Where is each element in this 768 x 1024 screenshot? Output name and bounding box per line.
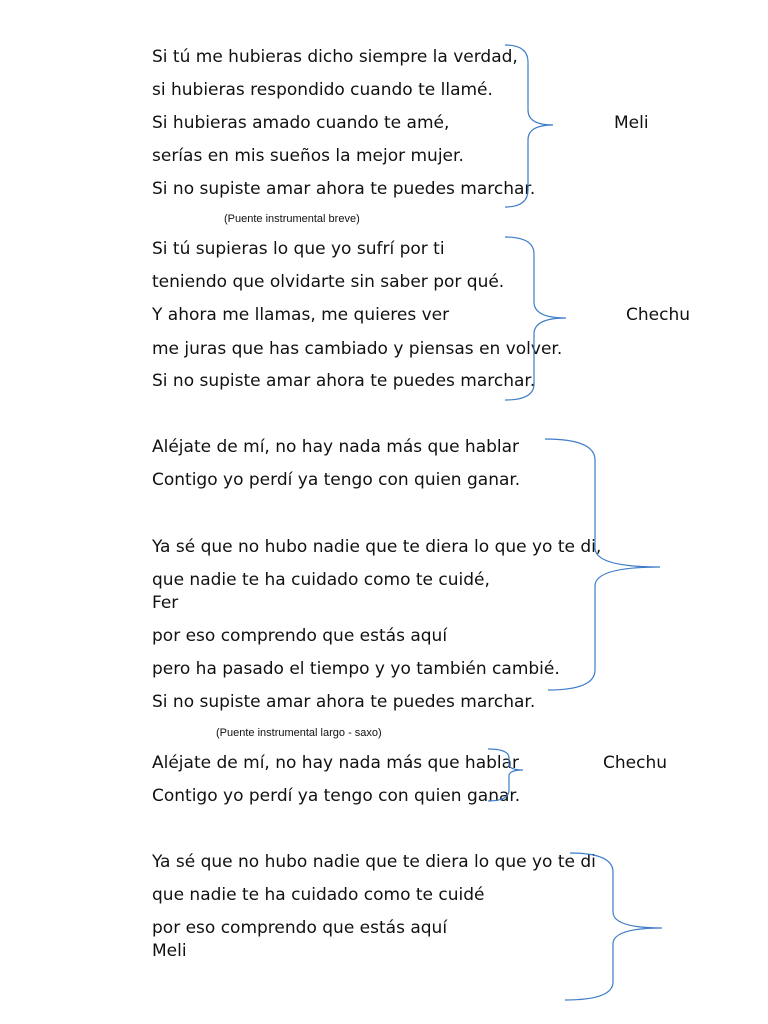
lyric-line: teniendo que olvidarte sin saber por qué. xyxy=(152,272,505,292)
lyric-line: por eso comprendo que estás aquí xyxy=(152,626,448,646)
lyric-line: Y ahora me llamas, me quieres ver xyxy=(152,305,450,325)
lyric-line: Si tú me hubieras dicho siempre la verdad, xyxy=(152,47,518,67)
lyric-line: Si no supiste amar ahora te puedes marchar. xyxy=(152,692,536,712)
lyric-line: Ya sé que no hubo nadie que te diera lo que yo te di xyxy=(152,852,596,872)
lyric-line: que nadie te ha cuidado como te cuidé, xyxy=(152,570,490,590)
singer-label: Chechu xyxy=(626,305,690,325)
lyric-line: Aléjate de mí, no hay nada más que hablar xyxy=(152,753,520,773)
lyric-line: Aléjate de mí, no hay nada más que hablar xyxy=(152,437,520,457)
lyric-line: si hubieras respondido cuando te llamé. xyxy=(152,80,493,100)
bridge-note: (Puente instrumental largo - saxo) xyxy=(216,727,382,739)
singer-label: Meli xyxy=(614,113,649,133)
singer-label: Fer xyxy=(152,593,179,613)
lyric-line: Contigo yo perdí ya tengo con quien ganar. xyxy=(152,470,521,490)
lyric-line: que nadie te ha cuidado como te cuidé xyxy=(152,885,485,905)
lyric-line: Si hubieras amado cuando te amé, xyxy=(152,113,450,133)
lyric-line: serías en mis sueños la mejor mujer. xyxy=(152,146,464,166)
lyric-line: Contigo yo perdí ya tengo con quien ganar. xyxy=(152,786,521,806)
singer-label: Chechu xyxy=(603,753,667,773)
brace-5 xyxy=(565,853,662,1000)
lyric-line: Si tú supieras lo que yo sufrí por ti xyxy=(152,239,445,259)
brace-3 xyxy=(545,439,660,690)
lyric-line: por eso comprendo que estás aquí xyxy=(152,918,448,938)
lyric-line: Si no supiste amar ahora te puedes marchar. xyxy=(152,179,536,199)
lyric-line: pero ha pasado el tiempo y yo también cambié. xyxy=(152,659,560,679)
lyric-line: me juras que has cambiado y piensas en volver. xyxy=(152,339,563,359)
lyric-line: Ya sé que no hubo nadie que te diera lo que yo te di, xyxy=(152,537,602,557)
lyric-line: Si no supiste amar ahora te puedes marchar. xyxy=(152,371,536,391)
singer-label: Meli xyxy=(152,941,187,961)
bridge-note: (Puente instrumental breve) xyxy=(224,213,360,225)
